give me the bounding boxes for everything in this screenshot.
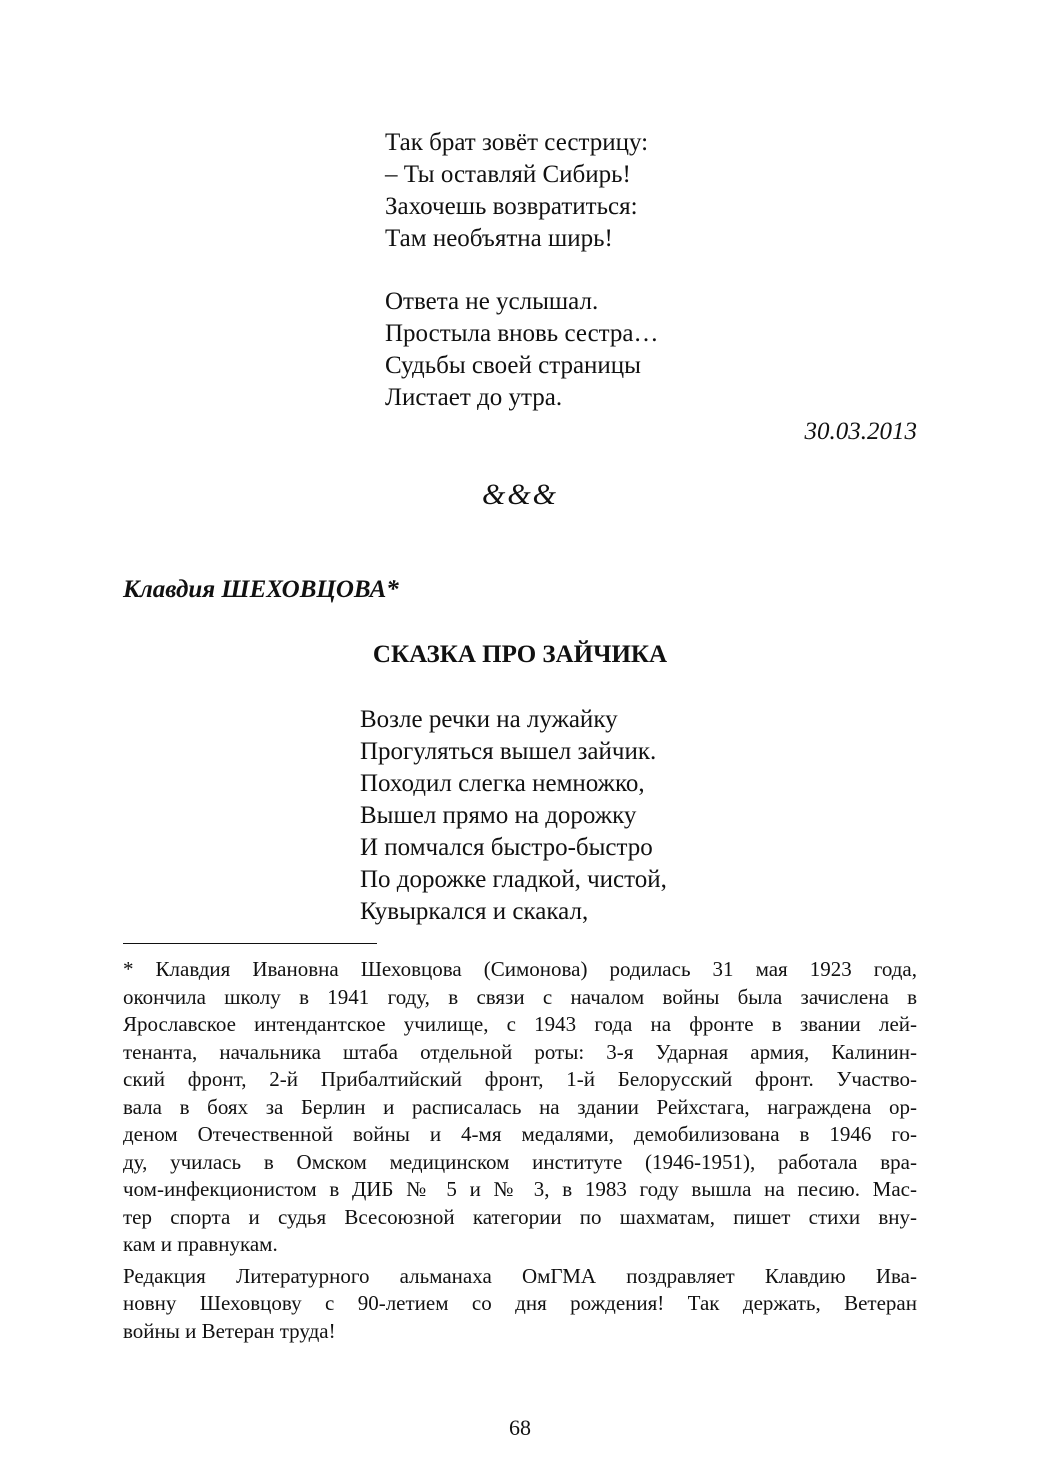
footnote — [123, 956, 917, 1345]
footnote-line: кам и правнукам. — [123, 1232, 278, 1256]
verse-line: По дорожке гладкой, чистой, — [360, 866, 667, 893]
verse-line: Судьбы своей страницы — [385, 352, 641, 379]
footnote-line: Редакция Литературного альманаха ОмГМА поздравляет Клавдию Ива- — [123, 1263, 917, 1288]
verse-line: – Ты оставляй Сибирь! — [385, 161, 631, 188]
footnote-line: ду, училась в Омском медицинском институте (1946-1951), работала вра- — [123, 1149, 917, 1174]
footnote-line: чом-инфекционистом в ДИБ № 5 и № 3, в 1983 году вышла на песию. Мас- — [123, 1177, 917, 1201]
footnote-paragraph-2 — [123, 1263, 917, 1346]
verse-line: Возле речки на лужайку — [360, 706, 618, 733]
poem-stanza-2 — [385, 286, 659, 414]
poem-stanza-1 — [385, 127, 648, 255]
footnote-line: Ярославское интендантское училище, с 1943 года на фронте в звании лей- — [123, 1012, 917, 1036]
poem-date: 30.03.2013 — [804, 418, 917, 445]
verse-line: Листает до утра. — [385, 384, 563, 411]
footnote-line: тенанта, начальника штаба отдельной роты: 3-я Ударная армия, Калинин- — [123, 1039, 917, 1064]
verse-line: Походил слегка немножко, — [360, 770, 645, 797]
footnote-paragraph-1 — [123, 956, 917, 1259]
verse-line: Там необъятна ширь! — [385, 225, 613, 252]
footnote-line: деном Отечественной войны и 4-мя медалями, демобилизована в 1946 го- — [123, 1122, 917, 1146]
verse-line: Кувыркался и скакал, — [360, 898, 589, 925]
verse-line: Так брат зовёт сестрицу: — [385, 129, 649, 156]
footnote-divider — [123, 943, 377, 944]
verse-line: Захочешь возвратиться: — [385, 193, 638, 220]
poem-title: СКАЗКА ПРО ЗАЙЧИКА — [372, 641, 668, 668]
page-number: 68 — [509, 1415, 531, 1440]
verse-line: Прогуляться вышел зайчик. — [360, 738, 657, 765]
verse-line: Вышел прямо на дорожку — [360, 802, 637, 829]
verse-line: Ответа не услышал. — [385, 288, 599, 315]
author-name: Клавдия ШЕХОВЦОВА* — [123, 576, 399, 603]
footnote-line: войны и Ветеран труда! — [123, 1318, 336, 1343]
footnote-line: тер спорта и судья Всесоюзной категории по шахматам, пишет стихи вну- — [123, 1204, 917, 1229]
section-separator: &&& — [481, 478, 558, 511]
verse-line: Простыла вновь сестра… — [385, 320, 659, 347]
footnote-line: ский фронт, 2-й Прибалтийский фронт, 1-й Белорусский фронт. Участво- — [123, 1067, 917, 1091]
poem-body — [360, 704, 667, 928]
footnote-line: новну Шеховцову с 90-летием со дня рождения! Так держать, Ветеран — [123, 1291, 917, 1315]
footnote-line: вала в боях за Берлин и расписалась на здании Рейхстага, награждена ор- — [123, 1094, 917, 1119]
footnote-line: окончила школу в 1941 году, в связи с началом войны была зачислена в — [123, 984, 917, 1009]
verse-line: И помчался быстро-быстро — [360, 834, 653, 861]
footnote-line: * Клавдия Ивановна Шеховцова (Симонова) родилась 31 мая 1923 года, — [123, 957, 917, 981]
